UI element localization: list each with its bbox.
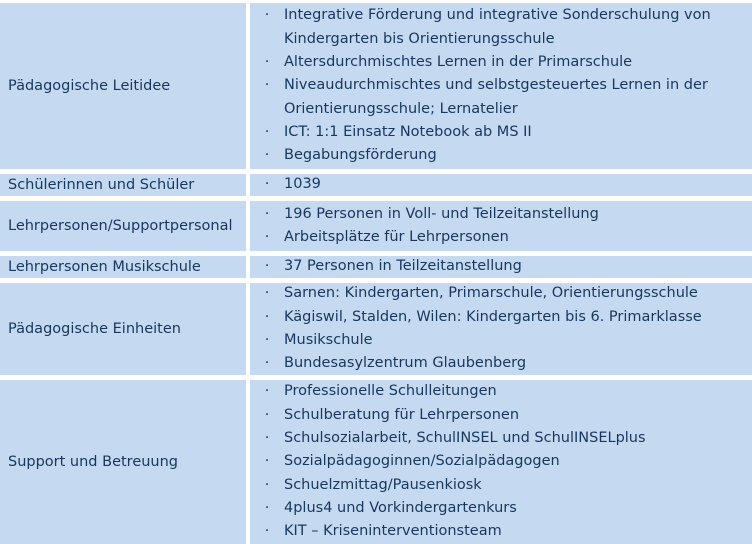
list-item: · 196 Personen in Voll- und Teilzeitanstellung — [250, 203, 752, 226]
bullet-icon: · — [264, 123, 270, 140]
row-values — [250, 201, 752, 251]
list-item: · Professionelle Schulleitungen — [250, 380, 752, 403]
bullet-icon: · — [264, 258, 270, 275]
bullet-icon: · — [264, 147, 270, 164]
bullet-icon: · — [264, 7, 270, 24]
list-item: · Arbeitsplätze für Lehrpersonen — [250, 226, 752, 249]
bullet-icon: · — [264, 332, 270, 348]
list-item: · Schuelzmittag/Pausenkiosk — [250, 474, 752, 497]
list-item: · Begabungsförderung — [250, 144, 752, 167]
row-label: Pädagogische Einheiten — [0, 283, 246, 375]
bullet-icon: · — [264, 176, 270, 193]
list-item: · KIT – Kriseninterventionsteam — [250, 520, 752, 543]
bullet-icon: · — [264, 54, 270, 71]
bullet-icon: · — [264, 406, 270, 423]
row-label: Pädagogische Leitidee — [0, 3, 246, 169]
row-values — [250, 3, 752, 169]
list-item: · 1039 — [250, 173, 752, 196]
bullet-icon: · — [264, 205, 270, 222]
table-row — [0, 174, 752, 196]
bullet-icon: · — [264, 285, 270, 302]
list-item: · Altersdurchmischtes Lernen in der Primarschule — [250, 51, 752, 74]
table-row — [0, 3, 752, 169]
row-values — [250, 283, 752, 375]
bullet-icon: · — [264, 523, 270, 540]
list-item: · Sarnen: Kindergarten, Primarschule, Orientierungsschule — [250, 282, 752, 305]
list-item: · Sozialpädagoginnen/Sozialpädagogen — [250, 450, 752, 473]
list-item: · Bundesasylzentrum Glaubenberg — [250, 352, 752, 375]
bullet-icon: · — [264, 383, 270, 400]
list-item: · ICT: 1:1 Einsatz Notebook ab MS II — [250, 121, 752, 144]
table-row — [0, 256, 752, 278]
list-item: · Niveaudurchmischtes und selbstgesteuertes Lernen in der Orientierungsschule; Lernatelier — [250, 74, 752, 121]
table-row — [0, 201, 752, 251]
bullet-icon: · — [264, 308, 270, 325]
table-row — [0, 380, 752, 544]
list-item: · Schulberatung für Lehrpersonen — [250, 404, 752, 427]
bullet-icon: · — [264, 453, 270, 470]
row-label: Lehrpersonen/Supportpersonal — [0, 201, 246, 251]
list-item: · Musikschule — [250, 329, 752, 352]
row-label: Schülerinnen und Schüler — [0, 174, 246, 196]
bullet-icon: · — [264, 499, 270, 516]
bullet-icon: · — [264, 430, 270, 447]
row-label: Lehrpersonen Musikschule — [0, 256, 246, 278]
row-values — [250, 380, 752, 544]
bullet-icon: · — [264, 77, 270, 94]
table-row — [0, 283, 752, 375]
list-item: · 37 Personen in Teilzeitanstellung — [250, 255, 752, 278]
bullet-icon: · — [264, 229, 270, 245]
bullet-icon: · — [264, 476, 270, 493]
row-values — [250, 174, 752, 196]
bullet-icon: · — [264, 355, 270, 372]
row-values — [250, 256, 752, 278]
row-label: Support und Betreuung — [0, 380, 246, 544]
list-item: · Kägiswil, Stalden, Wilen: Kindergarten bis 6. Primarklasse — [250, 306, 752, 329]
list-item: · 4plus4 und Vorkindergartenkurs — [250, 497, 752, 520]
list-item: · Integrative Förderung und integrative Sonderschulung von Kindergarten bis Orientierungsschule — [250, 4, 752, 51]
list-item: · Schulsozialarbeit, SchulINSEL und SchulINSELplus — [250, 427, 752, 450]
